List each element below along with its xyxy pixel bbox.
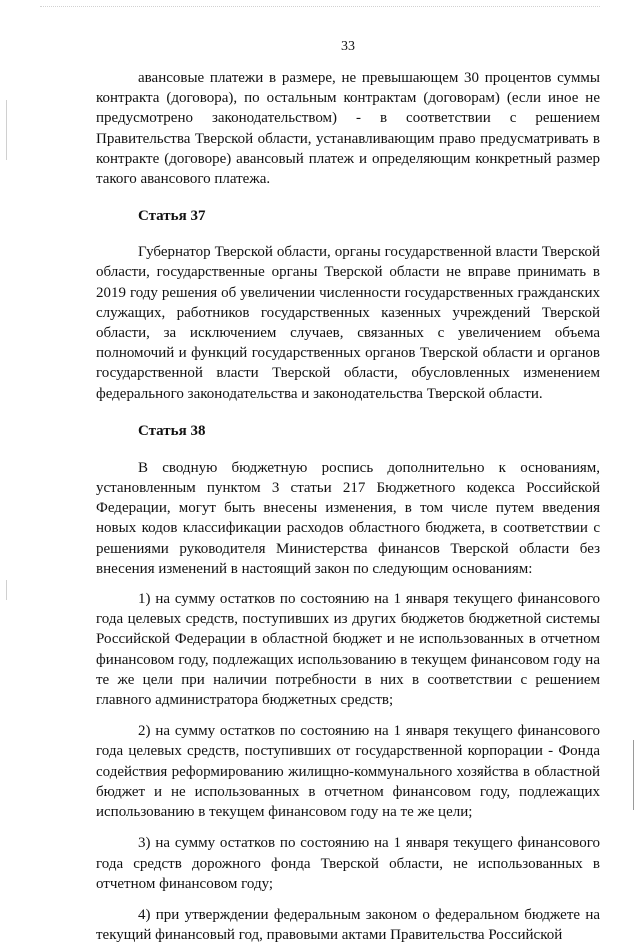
scan-edge-mark xyxy=(633,740,634,810)
page-number: 33 xyxy=(341,39,355,54)
scan-artifact-header xyxy=(40,6,600,13)
scan-edge-mark xyxy=(6,580,7,600)
article-37-text: Губернатор Тверской области, органы государственной власти Тверской области, государственные органы Тверской области не вправе принимать в 2019 году решения об увеличении численности государственных гражданских служащих, работников государственных казенных учреждений Тверской области, за исключением случаев, связанных с увеличением объема полномочий и функций государственных органов Тверской области и органов государственной власти Тверской области, обусловленных изменением федерального законодательства и законодательства Тверской области. xyxy=(96,244,600,402)
continuation-paragraph: авансовые платежи в размере, не превышающем 30 процентов суммы контракта (договора), по остальным контрактам (договорам) (если иное не предусмотрено законодательством) - в соответствии с решением Правительства Тверской области, устанавливающим право предусматривать в контракте (договоре) авансовый платеж и определяющим конкретный размер такого авансового платежа. xyxy=(96,70,600,188)
article-38-item: 1) на сумму остатков по состоянию на 1 января текущего финансового года целевых средств, поступивших из других бюджетов бюджетной системы Российской Федерации в областной бюджет и не использованных в отчетном финансовом году, подлежащих использованию в текущем финансовом году на те же цели при наличии потребности в них в соответствии с решением главного администратора бюджетных средств; xyxy=(96,591,600,709)
article-38-intro: В сводную бюджетную роспись дополнительно к основаниям, установленным пунктом 3 статьи 217 Бюджетного кодекса Российской Федерации, могут быть внесены изменения, в том числе путем введения новых кодов классификации расходов областного бюджета, в соответствии с решениями руководителя Министерства финансов Тверской области без внесения изменений в настоящий закон по следующим основаниям: xyxy=(96,459,600,577)
article-38-heading: Статья 38 xyxy=(138,422,206,439)
scan-edge-mark xyxy=(6,100,7,160)
document-page xyxy=(96,38,600,945)
article-38-item: 2) на сумму остатков по состоянию на 1 января текущего финансового года целевых средств, поступивших от государственной корпорации - Фонда содействия реформированию жилищно-коммунального хозяйства в областной бюджет и не использованных в отчетном финансовом году, подлежащих использованию в текущем финансовом году на те же цели; xyxy=(96,723,600,821)
article-38-item: 3) на сумму остатков по состоянию на 1 января текущего финансового года средств дорожного фонда Тверской области, не использованных в отчетном финансовом году; xyxy=(96,835,600,892)
article-38-item: 4) при утверждении федеральным законом о федеральном бюджете на текущий финансовый год, правовыми актами Правительства Российской xyxy=(96,906,600,944)
article-37-heading: Статья 37 xyxy=(138,208,206,225)
